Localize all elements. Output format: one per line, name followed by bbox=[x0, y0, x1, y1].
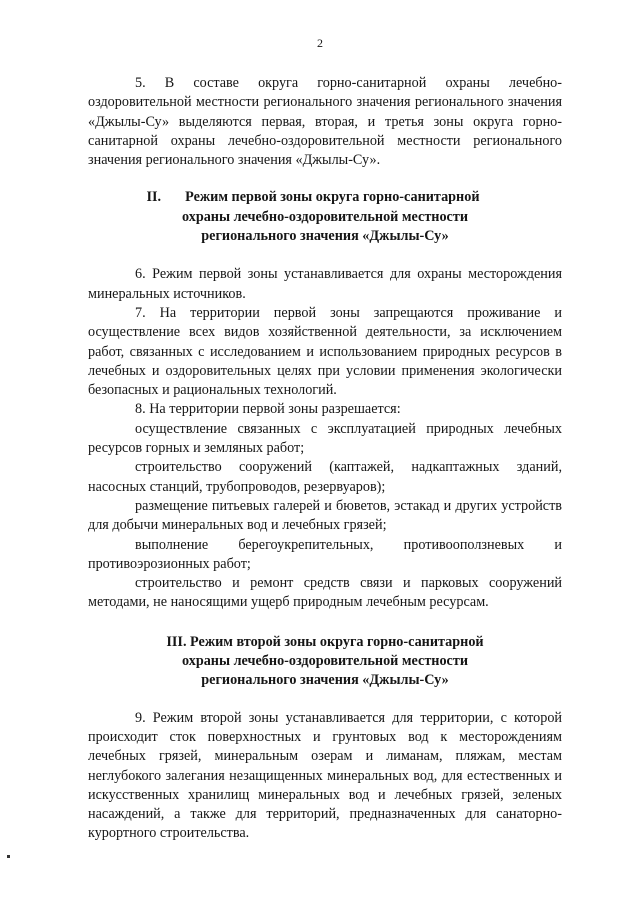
allowed-item-1: осуществление связанных с эксплуатацией природных лечебных ресурсов горных и земляных работ; bbox=[88, 420, 562, 457]
page-number: 2 bbox=[317, 36, 323, 50]
section-heading-3-line-3: регионального значения «Джылы-Су» bbox=[201, 672, 449, 689]
scan-mark bbox=[7, 855, 10, 858]
section-heading-3 bbox=[88, 633, 562, 691]
paragraph-7: 7. На территории первой зоны запрещаются проживание и осуществление всех видов хозяйственной деятельности, за исключением работ, связанных с исследованием и использованием природных ресурсов в лечебных и оздоровительных целях при условии применения экологически безопасных и рациональных технологий. bbox=[88, 304, 562, 399]
allowed-item-5: строительство и ремонт средств связи и парковых сооружений методами, не наносящими ущерб природным лечебным ресурсам. bbox=[88, 575, 562, 611]
allowed-item-2: строительство сооружений (каптажей, надкаптажных зданий, насосных станций, трубопроводов, резервуаров); bbox=[88, 459, 562, 495]
section-heading-2-line-1 bbox=[76, 188, 550, 207]
paragraph-5: 5. В составе округа горно-санитарной охраны лечебно-оздоровительной местности регионального значения регионального значения «Джылы-Су» выделяются первая, вторая, и третья зоны округа горно-санитарной охраны лечебно-оздоровительной местности регионального значения регионального значения «Джылы-Су». bbox=[88, 75, 562, 169]
paragraph-6: 6. Режим первой зоны устанавливается для охраны месторождения минеральных источников. bbox=[88, 266, 562, 302]
section-heading-3-line-1: III. Режим второй зоны округа горно-санитарной bbox=[166, 633, 484, 650]
allowed-item-3: размещение питьевых галерей и бюветов, эстакад и других устройств для добычи минеральных вод и лечебных грязей; bbox=[88, 497, 562, 534]
section-heading-2-numeral: II. bbox=[146, 189, 162, 206]
document-body bbox=[88, 74, 562, 844]
section-heading-2-title: Режим первой зоны округа горно-санитарной bbox=[185, 189, 480, 206]
section-heading-2 bbox=[88, 188, 562, 246]
section-heading-2-line-3: регионального значения «Джылы-Су» bbox=[201, 228, 449, 245]
allowed-item-4: выполнение берегоукрепительных, противооползневых и противоэрозионных работ; bbox=[88, 536, 562, 572]
section-heading-3-line-2: охраны лечебно-оздоровительной местности bbox=[181, 653, 468, 670]
paragraph-8: 8. На территории первой зоны разрешается: bbox=[135, 401, 401, 418]
paragraph-9: 9. Режим второй зоны устанавливается для территории, с которой происходит сток поверхностных и грунтовых вод к месторождениям лечебных грязей, минеральным озерам и лиманам, пляжам, местам неглубокого залегания незащищенных минеральных вод, для естественных и искусственных хранилищ минеральных вод и лечебных грязей, зеленых насаждений, а также для территорий, предназначенных для санаторно-курортного строительства. bbox=[88, 709, 562, 842]
section-heading-2-line-2: охраны лечебно-оздоровительной местности bbox=[181, 208, 468, 225]
